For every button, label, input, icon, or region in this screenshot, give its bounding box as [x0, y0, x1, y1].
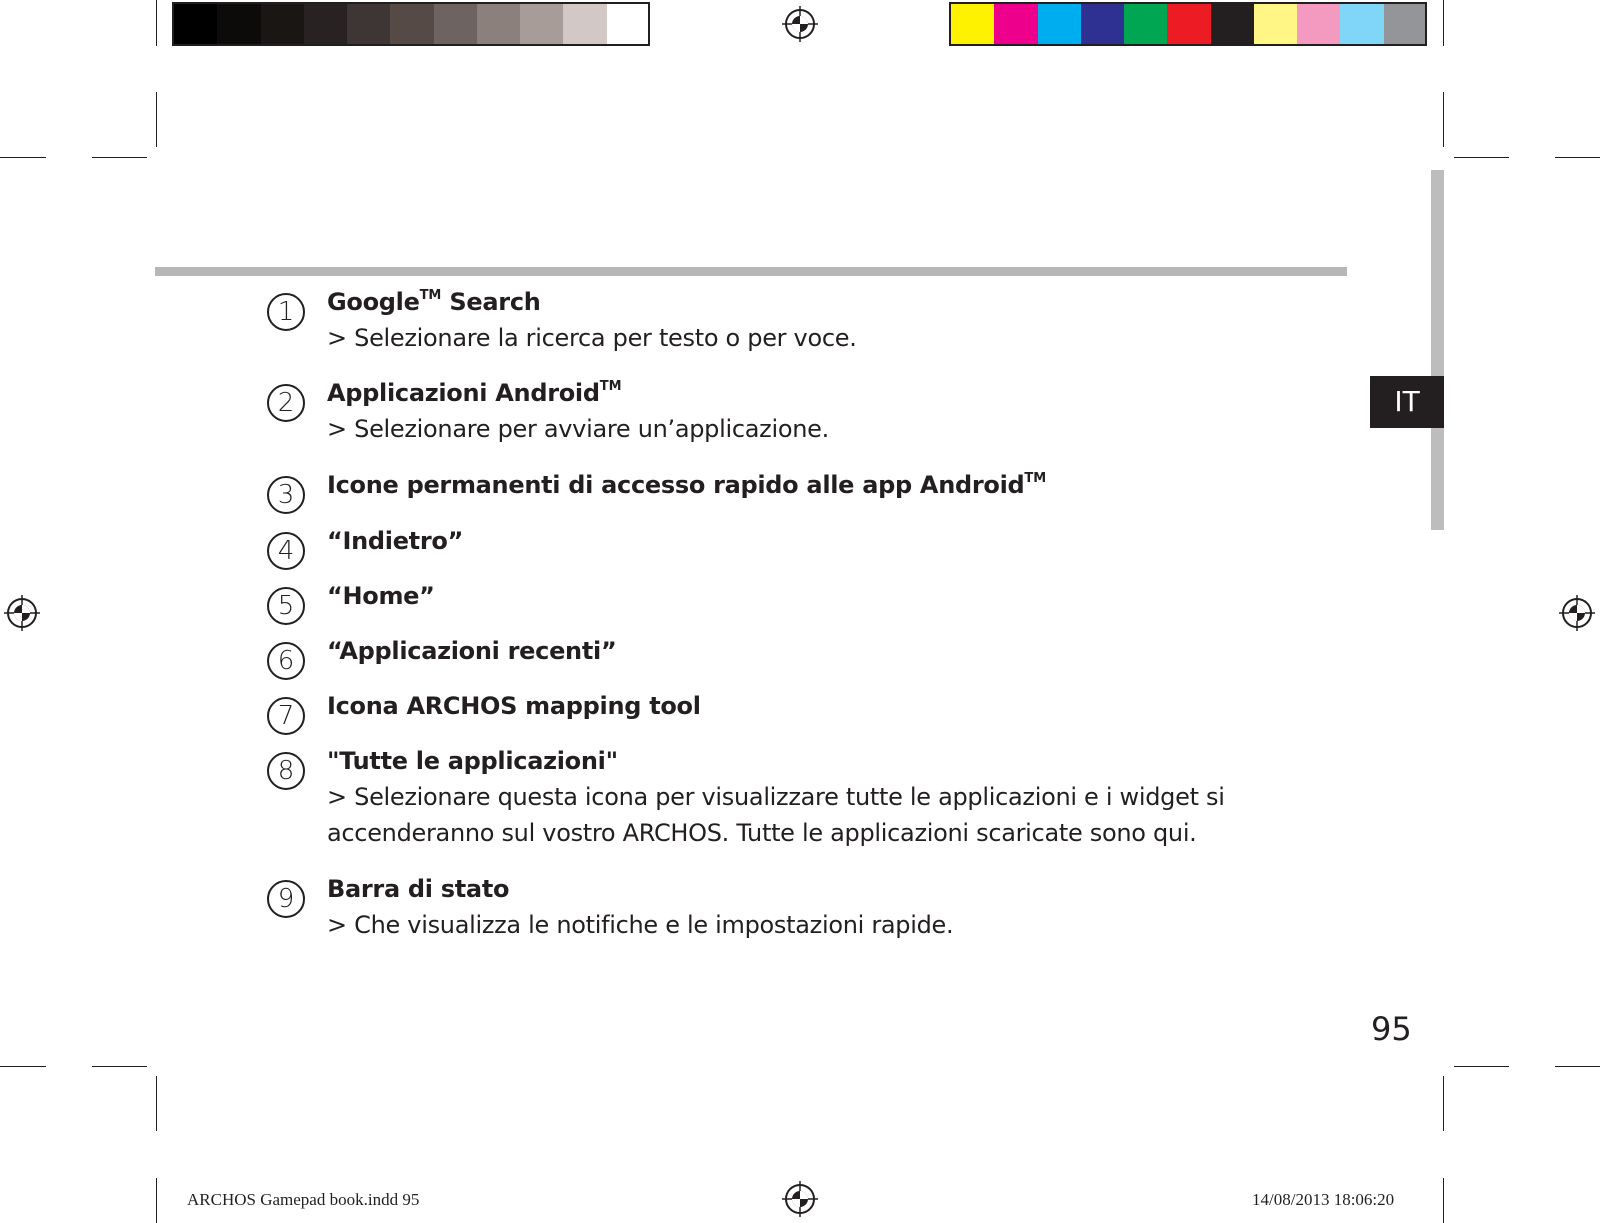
- crop-mark: [1555, 157, 1600, 158]
- registration-mark-bottom-icon: [782, 1181, 818, 1217]
- crop-mark: [1555, 1066, 1600, 1067]
- trademark-superscript: TM: [599, 379, 622, 394]
- crop-mark: [1454, 157, 1509, 158]
- item-number-badge: 9: [267, 880, 305, 918]
- color-bar-frame: [949, 2, 1427, 46]
- item-title-text: “Applicazioni recenti”: [327, 637, 617, 665]
- crop-mark: [156, 1178, 157, 1223]
- item-number-badge: 5: [267, 587, 305, 625]
- crop-mark: [156, 92, 157, 147]
- crop-mark: [1443, 0, 1444, 46]
- top-rule: [155, 267, 1347, 276]
- item-title: [327, 527, 463, 555]
- slug-timestamp: 14/08/2013 18:06:20: [1252, 1190, 1395, 1209]
- item-title-text: Applicazioni Android: [327, 379, 600, 407]
- item-description: > Selezionare per avviare un’applicazione.: [327, 415, 829, 443]
- item-number-badge: 7: [267, 697, 305, 735]
- slug-file-info: ARCHOS Gamepad book.indd 95: [187, 1190, 420, 1209]
- language-tab: IT: [1370, 376, 1444, 428]
- grayscale-color-bar: [174, 0, 650, 48]
- crop-mark: [156, 0, 157, 46]
- registration-mark-left-icon: [4, 595, 40, 631]
- item-title: [327, 471, 1046, 499]
- crop-mark: [92, 1066, 147, 1067]
- item-number-badge: 3: [267, 476, 305, 514]
- item-number-badge: 8: [267, 752, 305, 790]
- item-title: [327, 875, 509, 903]
- item-number-badge: 6: [267, 642, 305, 680]
- item-title-text: "Tutte le applicazioni": [327, 747, 618, 775]
- item-title: [327, 637, 616, 665]
- item-title: [327, 692, 701, 720]
- crop-mark: [156, 1076, 157, 1131]
- item-title: [327, 747, 618, 775]
- item-description: > Selezionare la ricerca per testo o per voce.: [327, 324, 857, 352]
- item-title-text: Icona ARCHOS mapping tool: [327, 692, 701, 720]
- crop-mark: [1443, 92, 1444, 147]
- item-title-text: Icone permanenti di accesso rapido alle app Android: [327, 471, 1025, 499]
- process-color-bar: [951, 0, 1427, 48]
- trademark-superscript: TM: [1024, 471, 1047, 486]
- crop-mark: [1443, 1178, 1444, 1223]
- item-number-badge: 1: [267, 293, 305, 331]
- registration-mark-top-icon: [782, 6, 818, 42]
- crop-mark: [0, 157, 46, 158]
- item-title: [327, 582, 435, 610]
- item-description: > Che visualizza le notifiche e le impostazioni rapide.: [327, 911, 954, 939]
- crop-mark: [0, 1066, 46, 1067]
- item-title-text: Barra di stato: [327, 875, 510, 903]
- item-title: [327, 379, 622, 407]
- crop-mark: [1443, 1076, 1444, 1131]
- page-number: 95: [1371, 1010, 1412, 1048]
- color-bar-frame: [172, 2, 650, 46]
- item-title-suffix: Search: [441, 288, 541, 316]
- item-title-text: “Indietro”: [327, 527, 464, 555]
- item-number-badge: 2: [267, 384, 305, 422]
- item-number-badge: 4: [267, 532, 305, 570]
- crop-mark: [1454, 1066, 1509, 1067]
- item-description: accenderanno sul vostro ARCHOS. Tutte le applicazioni scaricate sono qui.: [327, 819, 1197, 847]
- crop-mark: [92, 157, 147, 158]
- trademark-superscript: TM: [419, 288, 442, 303]
- item-title: [327, 288, 541, 316]
- side-thumb-bar: [1431, 170, 1444, 530]
- item-description: > Selezionare questa icona per visualizzare tutte le applicazioni e i widget si: [327, 783, 1225, 811]
- item-title-text: Google: [327, 288, 420, 316]
- item-title-text: “Home”: [327, 582, 435, 610]
- registration-mark-right-icon: [1559, 595, 1595, 631]
